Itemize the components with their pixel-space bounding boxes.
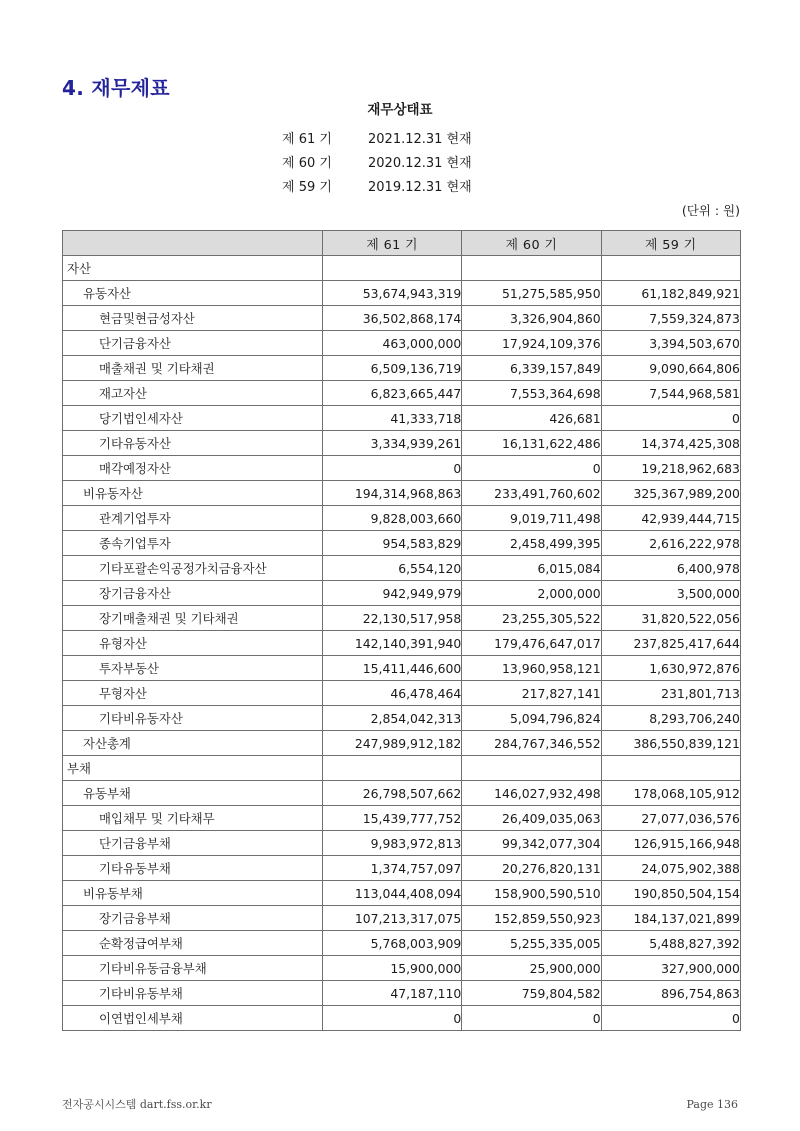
account-label-cell bbox=[63, 581, 323, 606]
amount-cell: 8,293,706,240 bbox=[601, 706, 740, 731]
amount-cell: 126,915,166,948 bbox=[601, 831, 740, 856]
period-date: 2019.12.31 현재 bbox=[368, 180, 472, 195]
account-label: 매출채권 및 기타채권 bbox=[99, 361, 215, 376]
amount-cell: 233,491,760,602 bbox=[462, 481, 601, 506]
amount-cell: 194,314,968,863 bbox=[323, 481, 462, 506]
account-label-cell bbox=[63, 756, 323, 781]
amount-cell: 3,326,904,860 bbox=[462, 306, 601, 331]
amount-cell: 386,550,839,121 bbox=[601, 731, 740, 756]
table-row bbox=[63, 981, 741, 1006]
account-label-cell bbox=[63, 681, 323, 706]
page-section-heading: 4. 재무제표 bbox=[62, 76, 170, 100]
amount-cell: 46,478,464 bbox=[323, 681, 462, 706]
period-row bbox=[0, 152, 800, 176]
account-label-cell bbox=[63, 556, 323, 581]
amount-cell: 0 bbox=[601, 406, 740, 431]
amount-cell: 426,681 bbox=[462, 406, 601, 431]
account-label-cell bbox=[63, 806, 323, 831]
amount-cell: 284,767,346,552 bbox=[462, 731, 601, 756]
amount-cell: 954,583,829 bbox=[323, 531, 462, 556]
account-label: 이연법인세부채 bbox=[99, 1011, 183, 1026]
account-label: 기타유동자산 bbox=[99, 436, 171, 451]
amount-cell: 5,768,003,909 bbox=[323, 931, 462, 956]
account-label-cell bbox=[63, 1006, 323, 1031]
amount-cell: 99,342,077,304 bbox=[462, 831, 601, 856]
amount-cell: 107,213,317,075 bbox=[323, 906, 462, 931]
account-label-cell bbox=[63, 981, 323, 1006]
period-label: 제 60 기 bbox=[282, 156, 332, 171]
amount-cell: 325,367,989,200 bbox=[601, 481, 740, 506]
table-row bbox=[63, 881, 741, 906]
column-header-period-60: 제 60 기 bbox=[462, 231, 601, 256]
table-row bbox=[63, 706, 741, 731]
amount-cell bbox=[601, 256, 740, 281]
account-label: 부채 bbox=[67, 761, 91, 776]
amount-cell: 327,900,000 bbox=[601, 956, 740, 981]
amount-cell: 0 bbox=[462, 1006, 601, 1031]
amount-cell: 15,411,446,600 bbox=[323, 656, 462, 681]
amount-cell: 6,823,665,447 bbox=[323, 381, 462, 406]
amount-cell: 237,825,417,644 bbox=[601, 631, 740, 656]
amount-cell: 152,859,550,923 bbox=[462, 906, 601, 931]
amount-cell: 61,182,849,921 bbox=[601, 281, 740, 306]
table-row bbox=[63, 431, 741, 456]
amount-cell: 36,502,868,174 bbox=[323, 306, 462, 331]
account-label: 무형자산 bbox=[99, 686, 147, 701]
table-row bbox=[63, 481, 741, 506]
amount-cell: 6,509,136,719 bbox=[323, 356, 462, 381]
amount-cell: 26,798,507,662 bbox=[323, 781, 462, 806]
account-label: 단기금융자산 bbox=[99, 336, 171, 351]
amount-cell: 5,488,827,392 bbox=[601, 931, 740, 956]
account-label-cell bbox=[63, 506, 323, 531]
amount-cell: 1,374,757,097 bbox=[323, 856, 462, 881]
amount-cell: 896,754,863 bbox=[601, 981, 740, 1006]
table-row bbox=[63, 956, 741, 981]
amount-cell: 13,960,958,121 bbox=[462, 656, 601, 681]
account-label: 투자부동산 bbox=[99, 661, 159, 676]
amount-cell: 9,983,972,813 bbox=[323, 831, 462, 856]
table-row bbox=[63, 381, 741, 406]
account-label-cell bbox=[63, 781, 323, 806]
period-date: 2020.12.31 현재 bbox=[368, 156, 472, 171]
amount-cell: 179,476,647,017 bbox=[462, 631, 601, 656]
page-footer bbox=[62, 1096, 738, 1112]
account-label: 종속기업투자 bbox=[99, 536, 171, 551]
account-label: 매각예정자산 bbox=[99, 461, 171, 476]
currency-unit-note: (단위 : 원) bbox=[681, 203, 740, 218]
amount-cell: 0 bbox=[462, 456, 601, 481]
account-label: 단기금융부채 bbox=[99, 836, 171, 851]
amount-cell: 6,400,978 bbox=[601, 556, 740, 581]
account-label-cell bbox=[63, 881, 323, 906]
account-label-cell bbox=[63, 481, 323, 506]
account-label-cell bbox=[63, 456, 323, 481]
period-row bbox=[0, 128, 800, 152]
account-label: 자산 bbox=[67, 261, 91, 276]
table-row bbox=[63, 356, 741, 381]
account-label-cell bbox=[63, 356, 323, 381]
period-list bbox=[0, 128, 800, 200]
account-label-cell bbox=[63, 606, 323, 631]
amount-cell: 1,630,972,876 bbox=[601, 656, 740, 681]
table-row bbox=[63, 1006, 741, 1031]
account-label: 유형자산 bbox=[99, 636, 147, 651]
amount-cell: 23,255,305,522 bbox=[462, 606, 601, 631]
column-header-account bbox=[63, 231, 323, 256]
amount-cell: 6,554,120 bbox=[323, 556, 462, 581]
amount-cell: 190,850,504,154 bbox=[601, 881, 740, 906]
footer-source-label: 전자공시시스템 dart.fss.or.kr bbox=[62, 1098, 212, 1111]
account-label-cell bbox=[63, 256, 323, 281]
table-row bbox=[63, 681, 741, 706]
account-label-cell bbox=[63, 381, 323, 406]
amount-cell: 0 bbox=[323, 456, 462, 481]
financial-statement-table-wrap bbox=[62, 230, 740, 1031]
account-label-cell bbox=[63, 856, 323, 881]
table-row bbox=[63, 631, 741, 656]
table-row bbox=[63, 256, 741, 281]
account-label-cell bbox=[63, 931, 323, 956]
amount-cell: 184,137,021,899 bbox=[601, 906, 740, 931]
amount-cell: 51,275,585,950 bbox=[462, 281, 601, 306]
account-label-cell bbox=[63, 431, 323, 456]
amount-cell: 24,075,902,388 bbox=[601, 856, 740, 881]
table-body bbox=[63, 256, 741, 1031]
amount-cell: 42,939,444,715 bbox=[601, 506, 740, 531]
amount-cell: 2,616,222,978 bbox=[601, 531, 740, 556]
amount-cell: 15,900,000 bbox=[323, 956, 462, 981]
financial-statement-table bbox=[62, 230, 741, 1031]
amount-cell bbox=[601, 756, 740, 781]
table-row bbox=[63, 906, 741, 931]
account-label-cell bbox=[63, 831, 323, 856]
table-row bbox=[63, 406, 741, 431]
account-label: 유동부채 bbox=[83, 786, 131, 801]
account-label-cell bbox=[63, 281, 323, 306]
statement-title: 재무상태표 bbox=[367, 102, 433, 118]
amount-cell: 6,339,157,849 bbox=[462, 356, 601, 381]
amount-cell: 53,674,943,319 bbox=[323, 281, 462, 306]
table-row bbox=[63, 806, 741, 831]
amount-cell: 26,409,035,063 bbox=[462, 806, 601, 831]
amount-cell: 15,439,777,752 bbox=[323, 806, 462, 831]
account-label: 기타비유동금융부채 bbox=[99, 961, 207, 976]
amount-cell: 25,900,000 bbox=[462, 956, 601, 981]
amount-cell: 0 bbox=[323, 1006, 462, 1031]
column-header-period-59: 제 59 기 bbox=[601, 231, 740, 256]
table-row bbox=[63, 656, 741, 681]
period-row bbox=[0, 176, 800, 200]
amount-cell: 5,255,335,005 bbox=[462, 931, 601, 956]
table-row bbox=[63, 856, 741, 881]
column-header-period-61: 제 61 기 bbox=[323, 231, 462, 256]
account-label-cell bbox=[63, 631, 323, 656]
account-label-cell bbox=[63, 656, 323, 681]
amount-cell: 142,140,391,940 bbox=[323, 631, 462, 656]
amount-cell: 158,900,590,510 bbox=[462, 881, 601, 906]
amount-cell: 759,804,582 bbox=[462, 981, 601, 1006]
period-date: 2021.12.31 현재 bbox=[368, 132, 472, 147]
account-label: 유동자산 bbox=[83, 286, 131, 301]
account-label: 자산총계 bbox=[83, 736, 131, 751]
amount-cell: 14,374,425,308 bbox=[601, 431, 740, 456]
amount-cell: 41,333,718 bbox=[323, 406, 462, 431]
amount-cell: 146,027,932,498 bbox=[462, 781, 601, 806]
amount-cell: 7,544,968,581 bbox=[601, 381, 740, 406]
account-label: 기타비유동부채 bbox=[99, 986, 183, 1001]
period-label: 제 59 기 bbox=[282, 180, 332, 195]
amount-cell: 47,187,110 bbox=[323, 981, 462, 1006]
amount-cell: 27,077,036,576 bbox=[601, 806, 740, 831]
table-row bbox=[63, 931, 741, 956]
amount-cell bbox=[323, 756, 462, 781]
account-label: 관계기업투자 bbox=[99, 511, 171, 526]
account-label: 장기금융자산 bbox=[99, 586, 171, 601]
footer-page-number: Page 136 bbox=[686, 1098, 738, 1111]
amount-cell: 5,094,796,824 bbox=[462, 706, 601, 731]
account-label: 기타비유동자산 bbox=[99, 711, 183, 726]
amount-cell: 9,090,664,806 bbox=[601, 356, 740, 381]
amount-cell: 942,949,979 bbox=[323, 581, 462, 606]
amount-cell: 2,000,000 bbox=[462, 581, 601, 606]
table-row bbox=[63, 506, 741, 531]
account-label-cell bbox=[63, 956, 323, 981]
account-label: 현금및현금성자산 bbox=[99, 311, 195, 326]
amount-cell: 3,500,000 bbox=[601, 581, 740, 606]
amount-cell: 2,458,499,395 bbox=[462, 531, 601, 556]
table-row bbox=[63, 281, 741, 306]
amount-cell: 6,015,084 bbox=[462, 556, 601, 581]
amount-cell: 0 bbox=[601, 1006, 740, 1031]
amount-cell bbox=[462, 756, 601, 781]
amount-cell: 7,559,324,873 bbox=[601, 306, 740, 331]
amount-cell: 217,827,141 bbox=[462, 681, 601, 706]
table-row bbox=[63, 331, 741, 356]
table-row bbox=[63, 556, 741, 581]
amount-cell bbox=[462, 256, 601, 281]
account-label: 순확정급여부채 bbox=[99, 936, 183, 951]
period-label: 제 61 기 bbox=[282, 132, 332, 147]
account-label: 기타포괄손익공정가치금융자산 bbox=[99, 561, 267, 576]
amount-cell: 16,131,622,486 bbox=[462, 431, 601, 456]
account-label-cell bbox=[63, 706, 323, 731]
amount-cell: 113,044,408,094 bbox=[323, 881, 462, 906]
amount-cell: 19,218,962,683 bbox=[601, 456, 740, 481]
amount-cell: 178,068,105,912 bbox=[601, 781, 740, 806]
amount-cell: 22,130,517,958 bbox=[323, 606, 462, 631]
table-row bbox=[63, 531, 741, 556]
account-label-cell bbox=[63, 531, 323, 556]
table-row bbox=[63, 756, 741, 781]
table-row bbox=[63, 731, 741, 756]
amount-cell: 9,828,003,660 bbox=[323, 506, 462, 531]
table-header-row bbox=[63, 231, 741, 256]
amount-cell: 3,394,503,670 bbox=[601, 331, 740, 356]
amount-cell: 463,000,000 bbox=[323, 331, 462, 356]
table-row bbox=[63, 606, 741, 631]
amount-cell: 17,924,109,376 bbox=[462, 331, 601, 356]
account-label: 기타유동부채 bbox=[99, 861, 171, 876]
account-label-cell bbox=[63, 331, 323, 356]
amount-cell: 7,553,364,698 bbox=[462, 381, 601, 406]
table-row bbox=[63, 456, 741, 481]
amount-cell: 2,854,042,313 bbox=[323, 706, 462, 731]
account-label: 장기금융부채 bbox=[99, 911, 171, 926]
table-header bbox=[63, 231, 741, 256]
amount-cell: 231,801,713 bbox=[601, 681, 740, 706]
account-label-cell bbox=[63, 306, 323, 331]
amount-cell: 3,334,939,261 bbox=[323, 431, 462, 456]
amount-cell bbox=[323, 256, 462, 281]
amount-cell: 9,019,711,498 bbox=[462, 506, 601, 531]
account-label: 비유동자산 bbox=[83, 486, 143, 501]
account-label-cell bbox=[63, 731, 323, 756]
amount-cell: 247,989,912,182 bbox=[323, 731, 462, 756]
table-row bbox=[63, 581, 741, 606]
account-label: 비유동부채 bbox=[83, 886, 143, 901]
amount-cell: 20,276,820,131 bbox=[462, 856, 601, 881]
account-label: 장기매출채권 및 기타채권 bbox=[99, 611, 239, 626]
table-row bbox=[63, 831, 741, 856]
table-row bbox=[63, 781, 741, 806]
account-label: 재고자산 bbox=[99, 386, 147, 401]
account-label-cell bbox=[63, 406, 323, 431]
amount-cell: 31,820,522,056 bbox=[601, 606, 740, 631]
table-row bbox=[63, 306, 741, 331]
account-label: 매입채무 및 기타채무 bbox=[99, 811, 215, 826]
account-label-cell bbox=[63, 906, 323, 931]
account-label: 당기법인세자산 bbox=[99, 411, 183, 426]
